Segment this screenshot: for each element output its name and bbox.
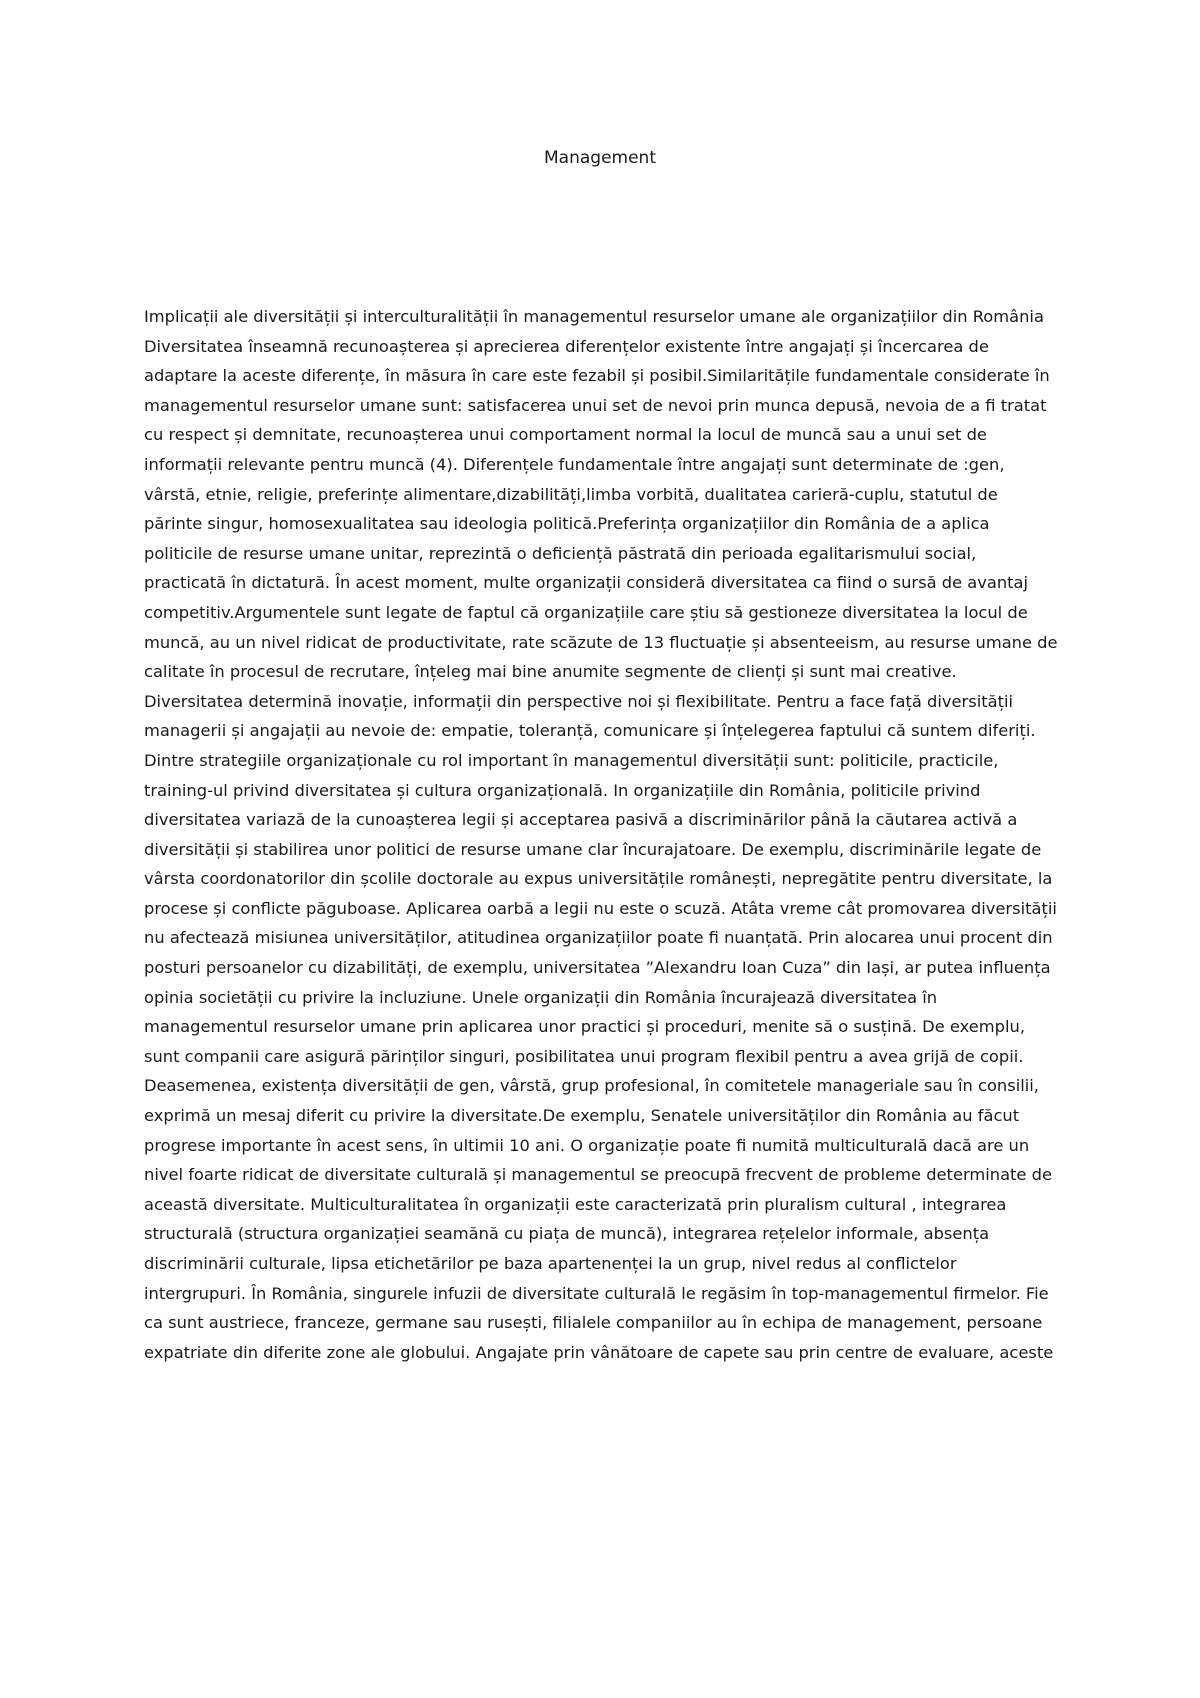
- document-body-paragraph: Implicații ale diversității și interculturalității în managementul resurselor umane ale organizațiilor din România Diversitatea înseamnă recunoașterea și aprecierea diferențelor existente între angajați și încercarea de adaptare la aceste diferențe, în măsura în care este fezabil și posibil.Similaritățile fundamentale considerate în managementul resurselor umane sunt: satisfacerea unui set de nevoi prin munca depusă, nevoia de a fi tratat cu respect și demnitate, recunoașterea unui comportament normal la locul de muncă sau a unui set de informații relevante pentru muncă (4). Diferențele fundamentale între angajați sunt determinate de :gen, vârstă, etnie, religie, preferințe alimentare,dizabilități,limba vorbită, dualitatea carieră-cuplu, statutul de părinte singur, homosexualitatea sau ideologia politică.Preferința organizațiilor din România de a aplica politicile de resurse umane unitar, reprezintă o deficiență păstrată din perioada egalitarismului social, practicată în dictatură. În acest moment, multe organizații consideră diversitatea ca fiind o sursă de avantaj competitiv.Argumentele sunt legate de faptul că organizațiile care știu să gestioneze diversitatea la locul de muncă, au un nivel ridicat de productivitate, rate scăzute de 13 fluctuație și absenteeism, au resurse umane de calitate în procesul de recrutare, înțeleg mai bine anumite segmente de clienți și sunt mai creative. Diversitatea determină inovație, informații din perspective noi și flexibilitate. Pentru a face față diversității managerii și angajații au nevoie de: empatie, toleranță, comunicare și înțelegerea faptului că suntem diferiți. Dintre strategiile organizaționale cu rol important în managementul diversității sunt: politicile, practicile, training-ul privind diversitatea și cultura organizațională. In organizațiile din România, politicile privind diversitatea variază de la cunoașterea legii și acceptarea pasivă a discriminărilor până la căutarea activă a diversității și stabilirea unor politici de resurse umane clar încurajatoare. De exemplu, discriminările legate de vârsta coordonatorilor din școlile doctorale au expus universitățile românești, nepregătite pentru diversitate, la procese și conflicte păguboase. Aplicarea oarbă a legii nu este o scuză. Atâta vreme cât promovarea diversității nu afectează misiunea universităților, atitudinea organizațiilor poate fi nuanțată. Prin alocarea unui procent din posturi persoanelor cu dizabilități, de exemplu, universitatea ”Alexandru Ioan Cuza” din Iași, ar putea influența opinia societății cu privire la incluziune. Unele organizații din România încurajează diversitatea în managementul resurselor umane prin aplicarea unor practici și proceduri, menite să o susțină. De exemplu, sunt companii care asigură părinților singuri, posibilitatea unui program flexibil pentru a avea grijă de copii. Deasemenea, existența diversității de gen, vârstă, grup profesional, în comitetele manageriale sau în consilii, exprimă un mesaj diferit cu privire la diversitate.De exemplu, Senatele universităților din România au făcut progrese importante în acest sens, în ultimii 10 ani. O organizație poate fi numită multiculturală dacă are un nivel foarte ridicat de diversitate culturală și managementul se preocupă frecvent de probleme determinate de această diversitate. Multiculturalitatea în organizații este caracterizată prin pluralism cultural , integrarea structurală (structura organizației seamănă cu piața de muncă), integrarea rețelelor informale, absența discriminării culturale, lipsa etichetărilor pe baza apartenenței la un grup, nivel redus al conflictelor intergrupuri. În România, singurele infuzii de diversitate culturală le regăsim în top-managementul firmelor. Fie ca sunt austriece, franceze, germane sau rusești, filialele companiilor au în echipa de management, persoane expatriate din diferite zone ale globului. Angajate prin vânătoare de capete sau prin centre de evaluare, aceste: [144, 307, 1058, 1362]
- document-title: Management: [544, 148, 656, 168]
